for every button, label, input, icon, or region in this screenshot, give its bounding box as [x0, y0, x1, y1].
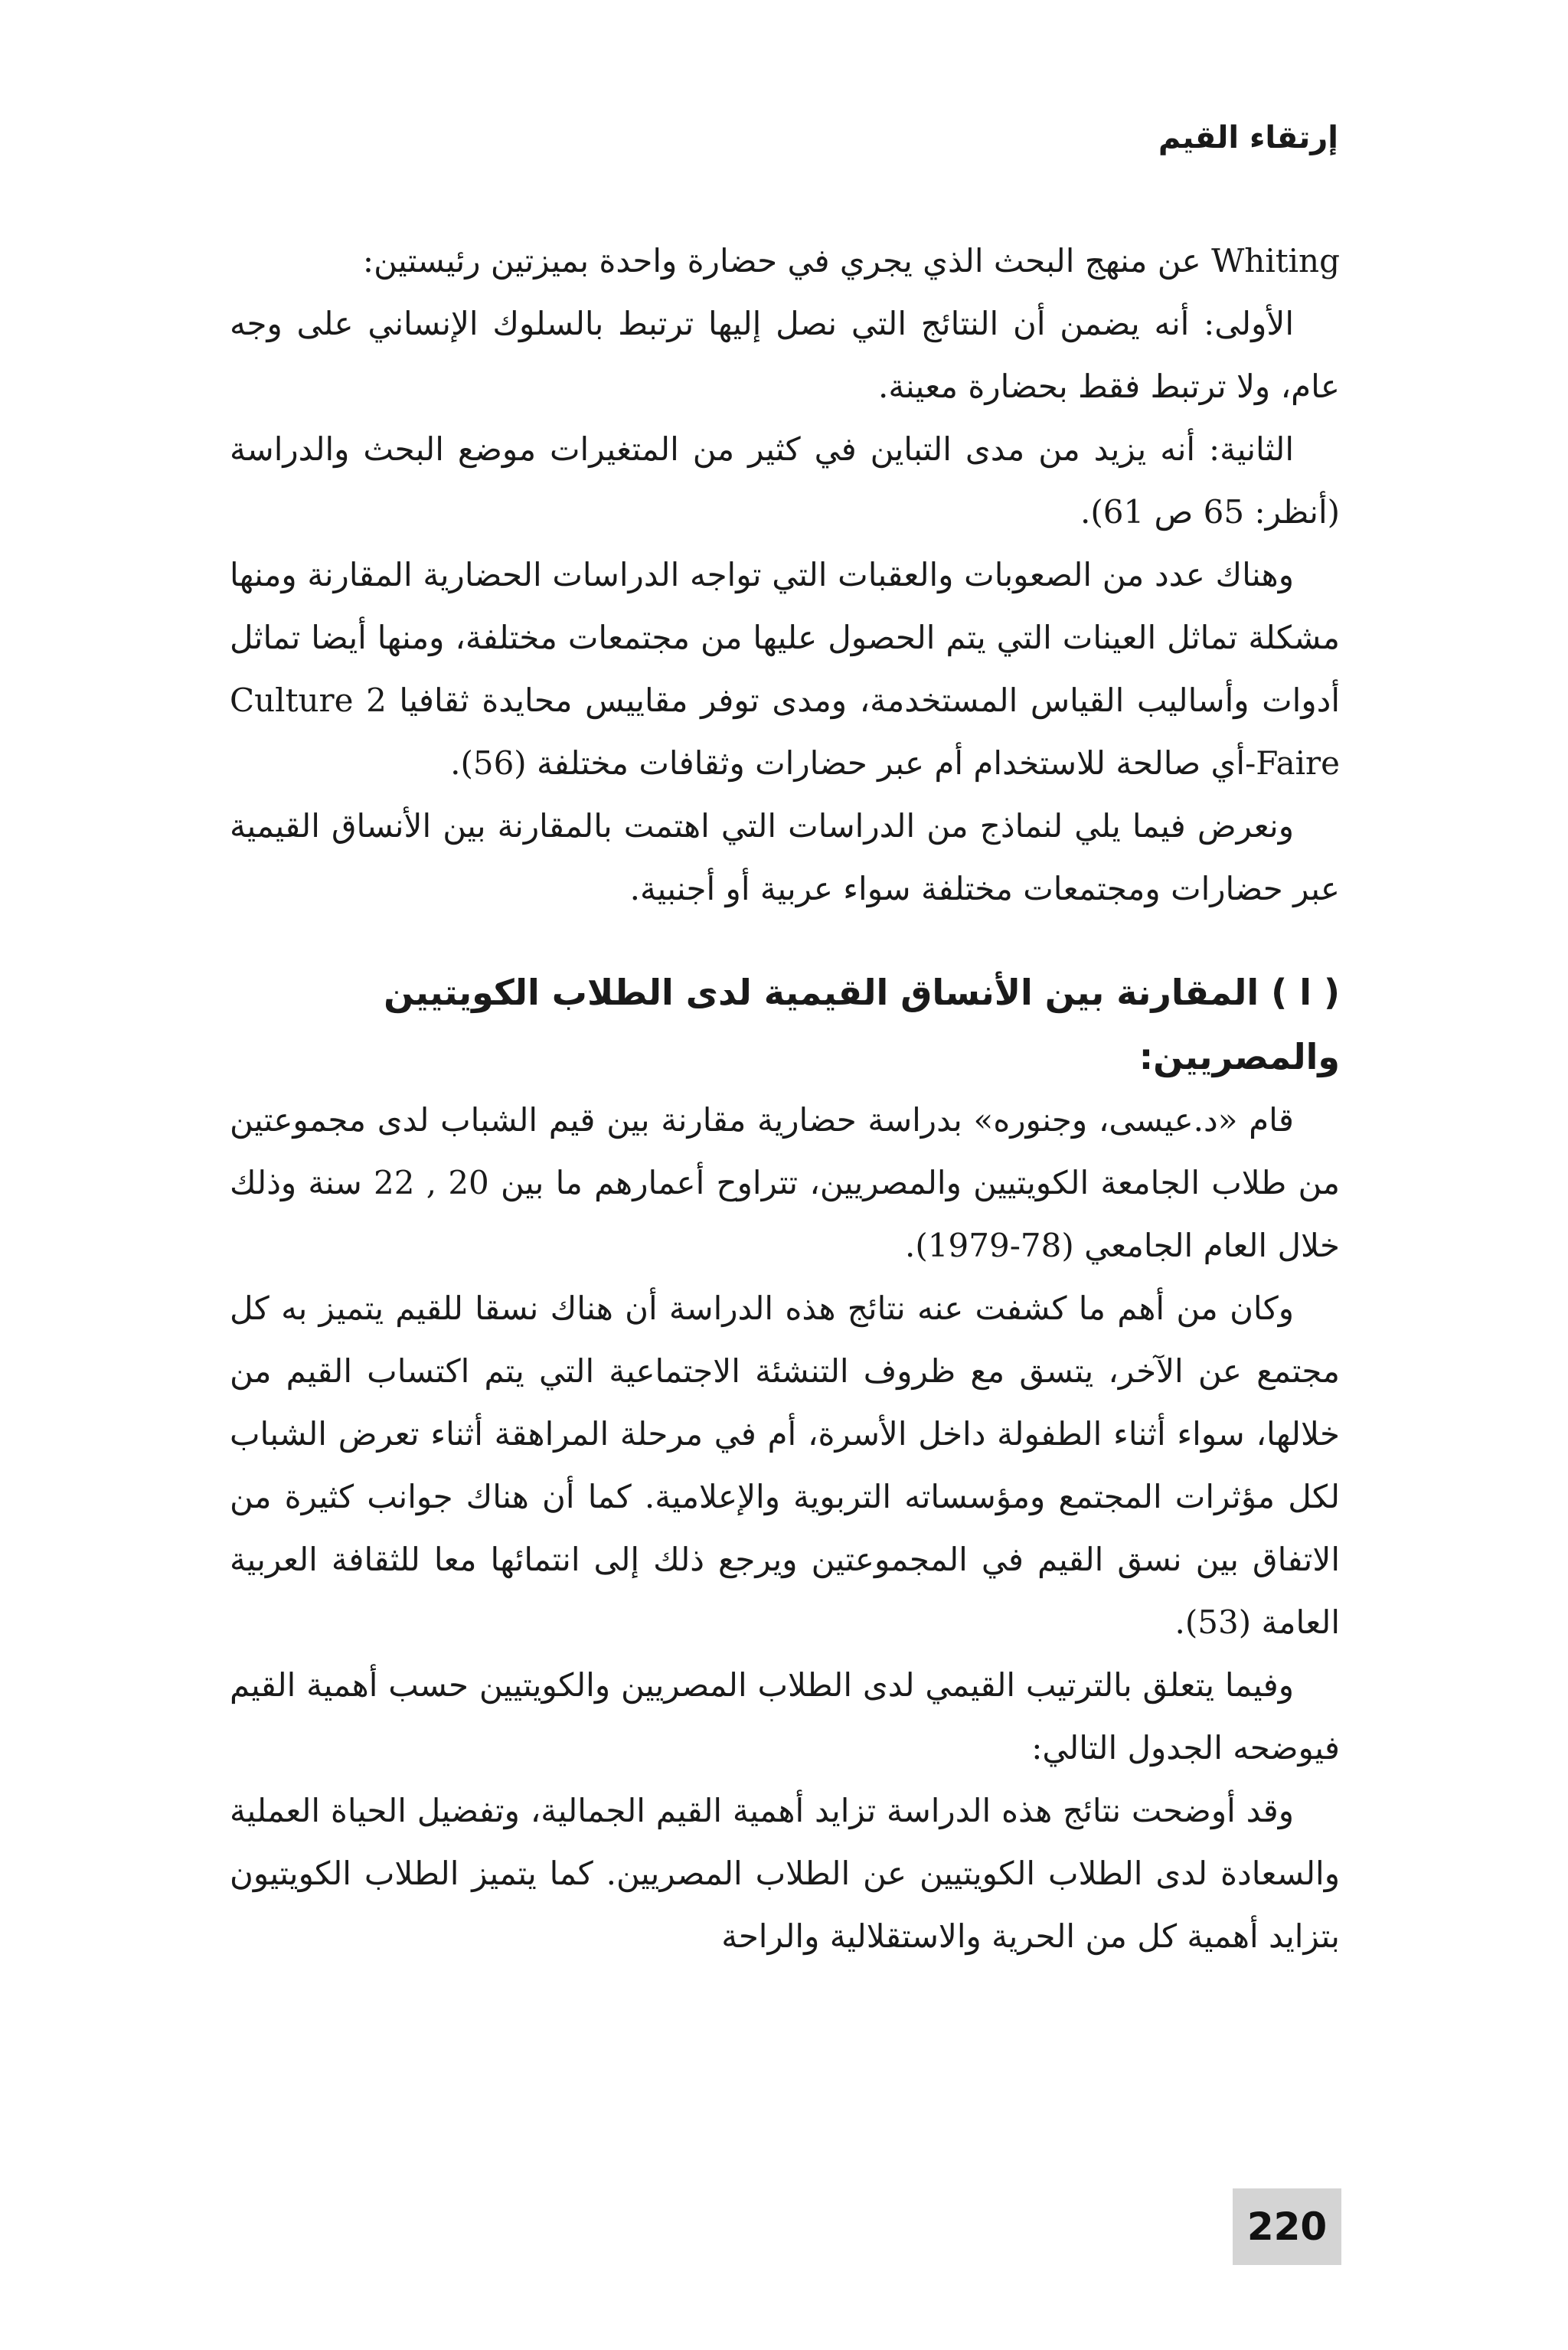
page-body [230, 230, 1340, 1968]
running-header: إرتقاء القيم [1158, 120, 1338, 155]
section-paragraph: وقد أوضحت نتائج هذه الدراسة تزايد أهمية القيم الجمالية، وتفضيل الحياة العملية والسعادة لدى الطلاب الكويتيين عن الطلاب المصريين. كما يتميز الطلاب الكويتيون بتزايد أهمية كل من الحرية والاستقلالية والراحة [230, 1792, 1340, 1955]
page-number-box [1233, 2188, 1341, 2265]
body-paragraph: الثانية: أنه يزيد من مدى التباين في كثير من المتغيرات موضع البحث والدراسة (أنظر: 65 ص 61). [230, 430, 1340, 531]
page-number: 220 [1246, 2205, 1328, 2249]
body-paragraph: Whiting عن منهج البحث الذي يجري في حضارة واحدة بميزتين رئيستين: [362, 242, 1340, 279]
body-paragraph: وهناك عدد من الصعوبات والعقبات التي تواجه الدراسات الحضارية المقارنة ومنها مشكلة تماثل العينات التي يتم الحصول عليها من مجتمعات مختلفة، ومنها أيضا تماثل أدوات وأساليب القياس المستخدمة، ومدى توفر مقاييس محايدة ثقافيا Culture 2 Faire-أي صالحة للاستخدام أم عبر حضارات وثقافات مختلفة (56). [230, 556, 1340, 782]
section-heading: ( ا ) المقارنة بين الأنساق القيمية لدى الطلاب الكويتيين والمصريين: [384, 972, 1340, 1077]
section-paragraph: وفيما يتعلق بالترتيب القيمي لدى الطلاب المصريين والكويتيين حسب أهمية القيم فيوضحه الجدول التالي: [230, 1666, 1340, 1767]
section-paragraph: قام «د.عيسى، وجنوره» بدراسة حضارية مقارنة بين قيم الشباب لدى مجموعتين من طلاب الجامعة الكويتيين والمصريين، تتراوح أعمارهم ما بين 20 , 22 سنة وذلك خلال العام الجامعي (78-1979). [230, 1101, 1340, 1264]
body-paragraph: ونعرض فيما يلي لنماذج من الدراسات التي اهتمت بالمقارنة بين الأنساق القيمية عبر حضارات ومجتمعات مختلفة سواء عربية أو أجنبية. [230, 807, 1340, 907]
body-paragraph: الأولى: أنه يضمن أن النتائج التي نصل إليها ترتبط بالسلوك الإنساني على وجه عام، ولا ترتبط فقط بحضارة معينة. [230, 305, 1340, 405]
section-paragraph: وكان من أهم ما كشفت عنه نتائج هذه الدراسة أن هناك نسقا للقيم يتميز به كل مجتمع عن الآخر، يتسق مع ظروف التنشئة الاجتماعية التي يتم اكتساب القيم من خلالها، سواء أثناء الطفولة داخل الأسرة، أم في مرحلة المراهقة أثناء تعرض الشباب لكل مؤثرات المجتمع ومؤسساته التربوية والإعلامية. كما أن هناك جوانب كثيرة من الاتفاق بين نسق القيم في المجموعتين ويرجع ذلك إلى انتمائها معا للثقافة العربية العامة (53). [230, 1289, 1340, 1641]
